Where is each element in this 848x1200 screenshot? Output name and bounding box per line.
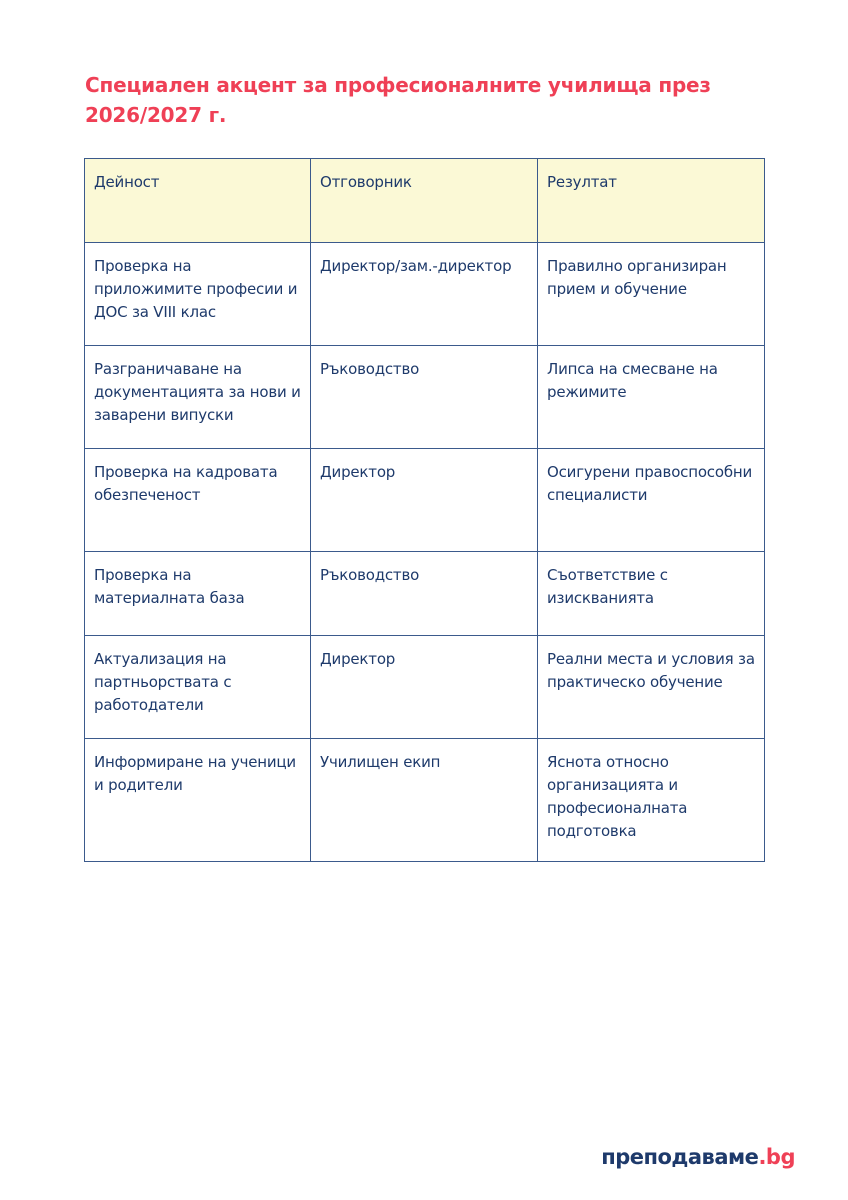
cell-result: Яснота относно организацията и професионалната подготовка bbox=[538, 739, 765, 862]
cell-activity: Разграничаване на документацията за нови и заварени випуски bbox=[85, 346, 311, 449]
cell-activity: Информиране на ученици и родители bbox=[85, 739, 311, 862]
logo-name: преподаваме bbox=[601, 1145, 759, 1169]
cell-responsible: Директор bbox=[311, 449, 538, 552]
cell-responsible: Директор bbox=[311, 636, 538, 739]
cell-activity: Актуализация на партньорствата с работодатели bbox=[85, 636, 311, 739]
cell-responsible: Училищен екип bbox=[311, 739, 538, 862]
cell-activity: Проверка на кадровата обезпеченост bbox=[85, 449, 311, 552]
table-row bbox=[85, 552, 765, 636]
table-row bbox=[85, 636, 765, 739]
brand-logo bbox=[601, 1144, 795, 1170]
table-header-row bbox=[85, 159, 765, 243]
cell-result: Липса на смесване на режимите bbox=[538, 346, 765, 449]
logo-tld: bg bbox=[765, 1145, 795, 1169]
activities-table bbox=[84, 158, 765, 862]
logo-dot: . bbox=[758, 1145, 766, 1169]
table-row bbox=[85, 449, 765, 552]
table-row bbox=[85, 346, 765, 449]
cell-responsible: Директор/зам.-директор bbox=[311, 243, 538, 346]
header-activity: Дейност bbox=[85, 159, 311, 243]
cell-result: Правилно организиран прием и обучение bbox=[538, 243, 765, 346]
header-responsible: Отговорник bbox=[311, 159, 538, 243]
header-result: Резултат bbox=[538, 159, 765, 243]
cell-activity: Проверка на приложимите професии и ДОС за VIII клас bbox=[85, 243, 311, 346]
cell-result: Осигурени правоспособни специалисти bbox=[538, 449, 765, 552]
cell-result: Съответствие с изискванията bbox=[538, 552, 765, 636]
cell-result: Реални места и условия за практическо обучение bbox=[538, 636, 765, 739]
table-row bbox=[85, 243, 765, 346]
cell-responsible: Ръководство bbox=[311, 346, 538, 449]
table-row bbox=[85, 739, 765, 862]
cell-responsible: Ръководство bbox=[311, 552, 538, 636]
page-title: Специален акцент за професионалните училища през 2026/2027 г. bbox=[85, 73, 711, 127]
cell-activity: Проверка на материалната база bbox=[85, 552, 311, 636]
